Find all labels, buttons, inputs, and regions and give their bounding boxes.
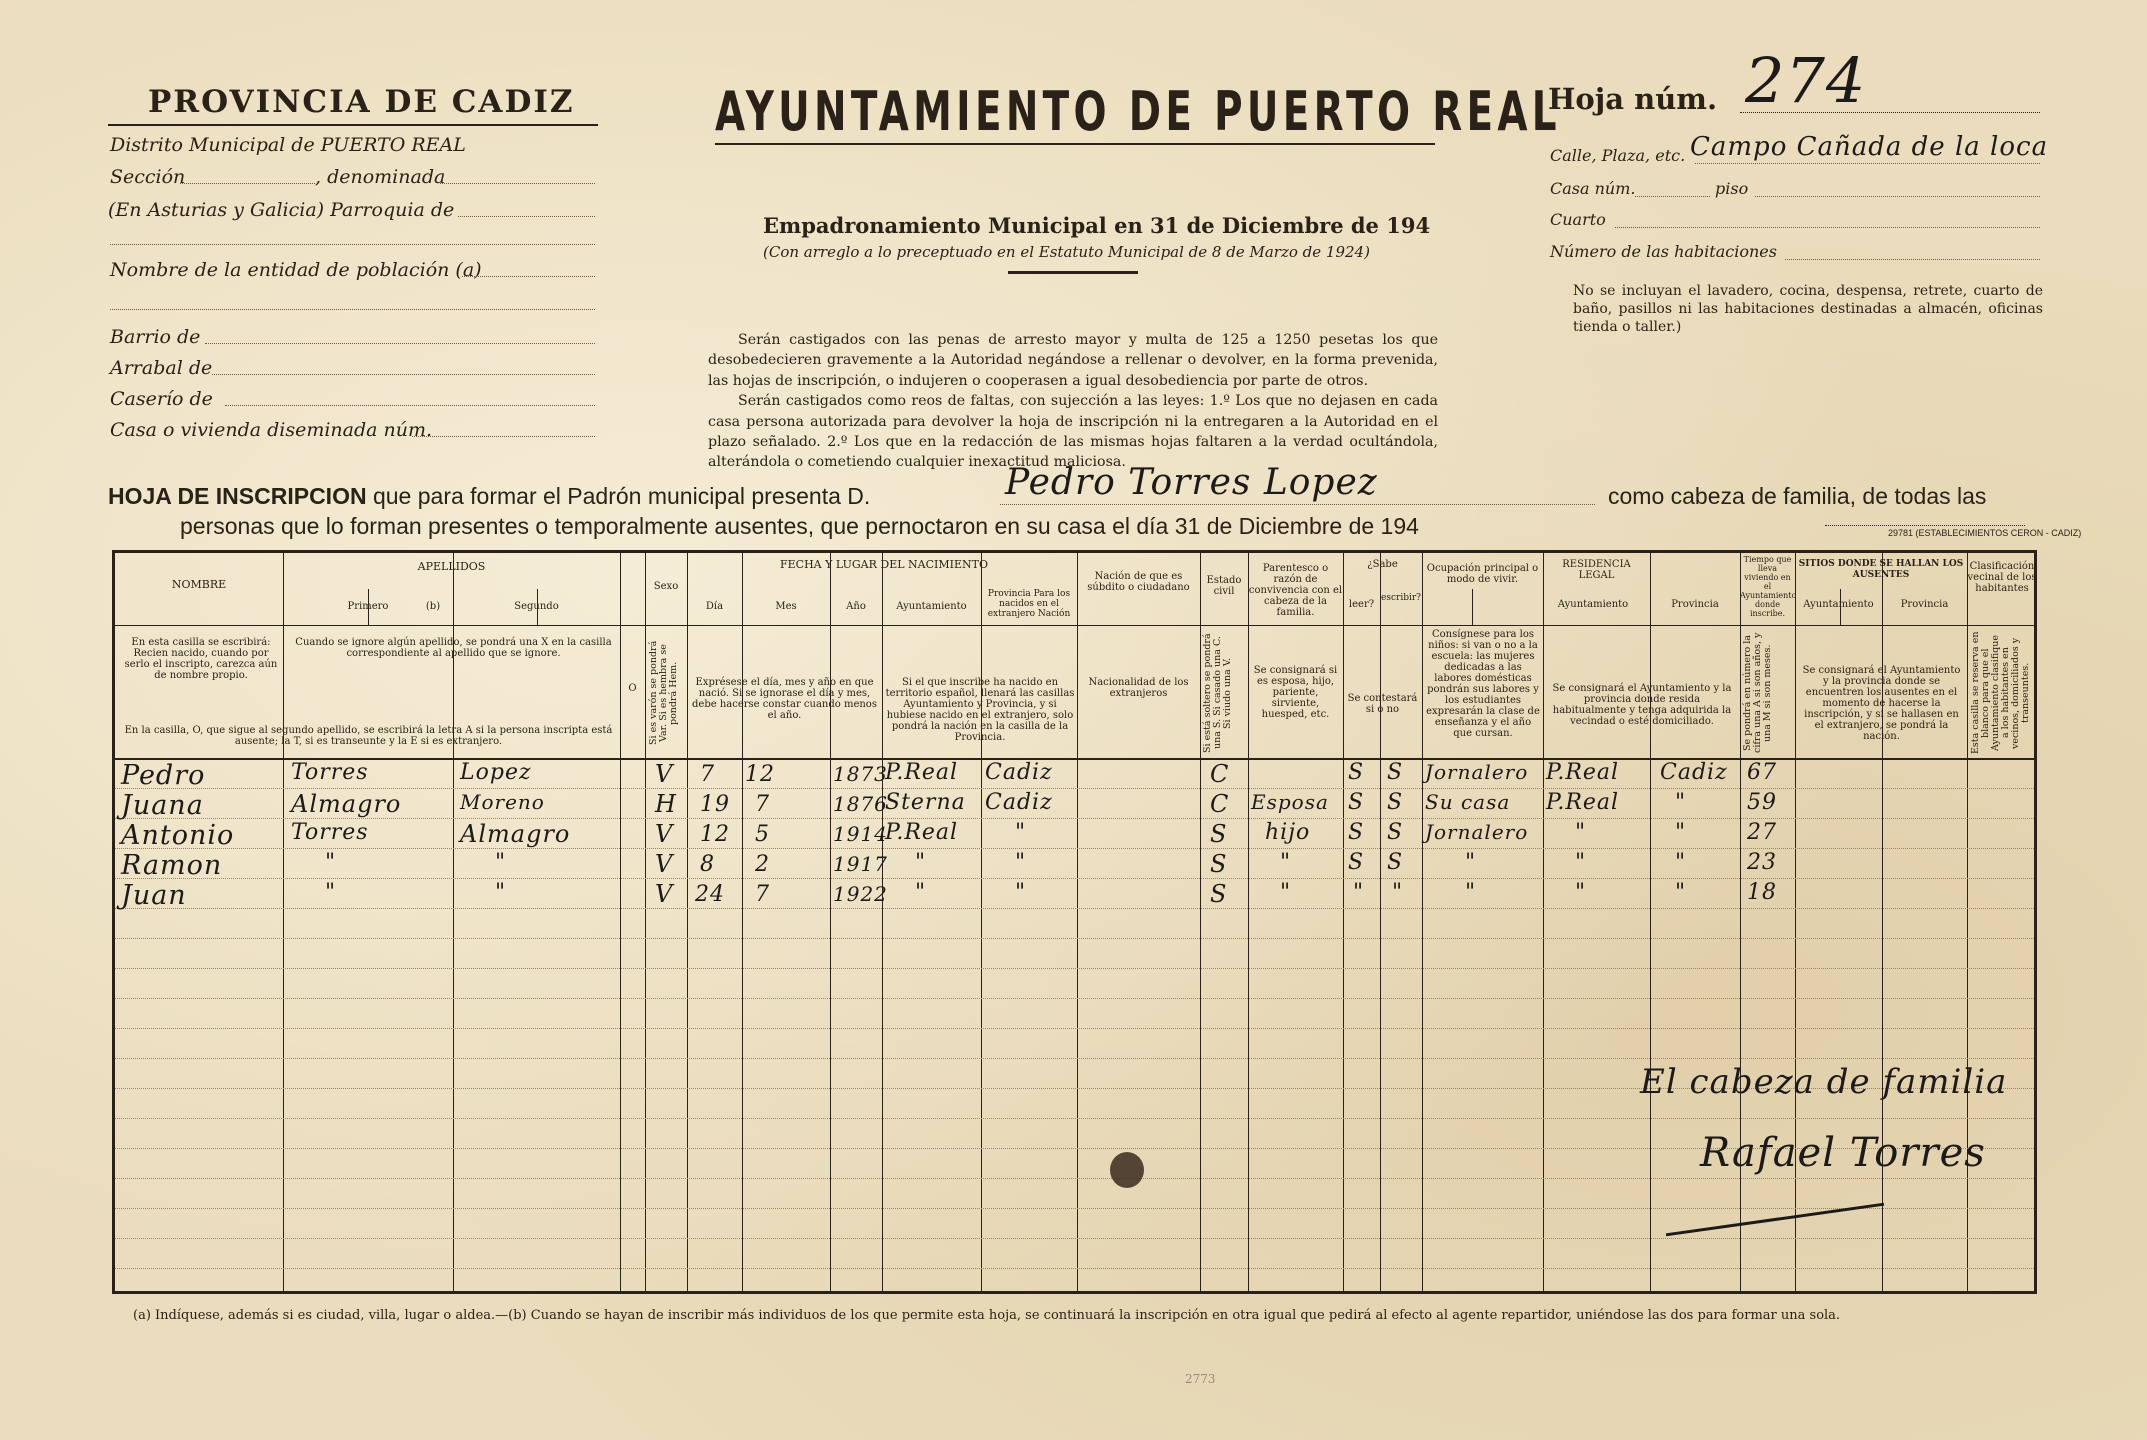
header-divider bbox=[115, 625, 2034, 626]
cell-leer[interactable]: " bbox=[1353, 880, 1365, 905]
col-line bbox=[620, 553, 621, 1291]
cell-mes[interactable]: 12 bbox=[745, 762, 775, 787]
header-ano: Año bbox=[846, 601, 866, 612]
habitaciones-note: No se incluyan el lavadero, cocina, despensa, retrete, cuarto de baño, pasillos ni las habitaciones destinadas a almacén, oficinas tienda o taller.) bbox=[1573, 283, 2043, 335]
row-line bbox=[115, 878, 2034, 879]
instr-ocupacion: Consígnese para los niños: si van o no a la escuela: las mujeres dedicadas a las labores domésticas pondrán sus labores y los estudiantes expresarán la clase de enseñanza y el año que cursan. bbox=[1426, 629, 1540, 739]
cell-segundo[interactable]: Lopez bbox=[460, 760, 532, 785]
cell-res-prov[interactable]: " bbox=[1675, 790, 1687, 815]
parroquia-label: (En Asturias y Galicia) Parroquia de bbox=[108, 199, 455, 221]
cell-ayto[interactable]: P.Real bbox=[885, 760, 959, 785]
cell-ocupacion[interactable]: Jornalero bbox=[1425, 760, 1529, 784]
row-line bbox=[115, 938, 2034, 939]
col-line bbox=[1422, 553, 1423, 1291]
row-line bbox=[115, 1238, 2034, 1239]
col-line bbox=[1200, 553, 1201, 1291]
cell-mes[interactable]: 2 bbox=[755, 852, 770, 877]
row-line bbox=[115, 818, 2034, 819]
cell-primero[interactable]: Torres bbox=[291, 820, 369, 845]
header-leer: leer? bbox=[1348, 599, 1375, 610]
cell-res-prov[interactable]: " bbox=[1675, 850, 1687, 875]
cell-dia[interactable]: 24 bbox=[695, 882, 725, 907]
cell-ocupacion[interactable]: Jornalero bbox=[1425, 820, 1529, 844]
instr-sabe: Se contestará si o no bbox=[1347, 693, 1418, 715]
cell-escribir[interactable]: " bbox=[1392, 880, 1404, 905]
cell-tiempo[interactable]: 27 bbox=[1747, 820, 1777, 845]
cell-tiempo[interactable]: 67 bbox=[1747, 760, 1777, 785]
header-segundo: Segundo bbox=[514, 601, 559, 612]
inscripcion-line-1 bbox=[108, 483, 870, 510]
cell-estado[interactable]: S bbox=[1210, 820, 1228, 848]
penalty-notice bbox=[708, 330, 1438, 473]
year-field[interactable] bbox=[1825, 525, 2025, 526]
cell-parentesco[interactable]: hijo bbox=[1265, 820, 1311, 845]
estatuto-note: (Con arreglo a lo preceptuado en el Estatuto Municipal de 8 de Marzo de 1924) bbox=[763, 243, 1370, 261]
cell-primero[interactable]: Torres bbox=[291, 760, 369, 785]
instr-nombre: En esta casilla se escribirá: Recien nacido, cuando por serlo el inscripto, carezca aún de nombre propio. bbox=[124, 637, 278, 681]
col-line bbox=[1380, 553, 1381, 1291]
ayuntamiento-title: AYUNTAMIENTO DE PUERTO REAL bbox=[715, 80, 1561, 143]
row-line bbox=[115, 968, 2034, 969]
cell-ano[interactable]: 1917 bbox=[833, 852, 888, 876]
header-o: O bbox=[628, 683, 637, 694]
penalty-paragraph-2: Serán castigados como reos de faltas, con sujección a las leyes: 1.º Los que no dejasen en cada casa persona autorizada para devolver la hoja de inscripción ni la entregaren a la Autoridad en el plazo señalado. 2.º Los que en la redacción de las mismas hojas faltaren a la verdad ocultándola, alterándola o cometiendo cualquier inexactitud maliciosa. bbox=[708, 393, 1438, 471]
cell-escribir[interactable]: S bbox=[1387, 790, 1404, 815]
inscripcion-lead: HOJA DE INSCRIPCION bbox=[108, 483, 367, 509]
instr-parentesco: Se consignará si es esposa, hijo, pariente, sirviente, huesped, etc. bbox=[1253, 665, 1338, 720]
caserio-field[interactable] bbox=[225, 405, 595, 406]
row-line bbox=[115, 908, 2034, 909]
cell-mes[interactable]: 7 bbox=[755, 882, 770, 907]
cell-res-prov[interactable]: " bbox=[1675, 820, 1687, 845]
instr-clasif: Esta casilla se reserva en blanco para que el Ayuntamiento clasifique a los habitantes en vecinos, domiciliados y transeuntes. bbox=[1970, 631, 2031, 755]
signature-title: El cabeza de familia bbox=[1640, 1062, 2008, 1102]
header-apellidos: APELLIDOS bbox=[417, 560, 486, 573]
cell-prov[interactable]: Cadiz bbox=[985, 790, 1053, 815]
denominada-field[interactable] bbox=[440, 183, 595, 184]
cell-primero[interactable]: Almagro bbox=[291, 790, 402, 818]
instr-residencia: Se consignará el Ayuntamiento y la provincia donde resida habitualmente y tenga adquirida la vecindad o esté domiciliado. bbox=[1552, 683, 1732, 727]
cell-tiempo[interactable]: 18 bbox=[1747, 880, 1777, 905]
instr-lugar: Si el que inscribe ha nacido en territorio español, llenará las casillas Ayuntamiento y Provincia, y si hubiese nacido en el extranjero, solo pondrá la nación en la casilla de la Provincia. bbox=[885, 677, 1075, 743]
inscripcion-tail: como cabeza de familia, de todas las bbox=[1608, 483, 1987, 509]
cell-ano[interactable]: 1914 bbox=[833, 822, 888, 846]
distrito-label: Distrito Municipal de PUERTO REAL bbox=[110, 134, 466, 156]
cell-escribir[interactable]: S bbox=[1387, 760, 1404, 785]
col-line bbox=[882, 553, 883, 1291]
instr-ausentes: Se consignará el Ayuntamiento y la provincia donde se encuentren los ausentes en el momento de hacerse la inscripción, y si se hallasen en el extranjero, se pondrá la nación. bbox=[1802, 665, 1961, 742]
parroquia-field[interactable] bbox=[458, 216, 595, 217]
inscripcion-line-2: personas que lo forman presentes o temporalmente ausentes, que pernoctaron en su casa el día 31 de Diciembre de 194 bbox=[180, 513, 1419, 539]
arrabal-field[interactable] bbox=[212, 374, 595, 375]
instr-nacion: Nacionalidad de los extranjeros bbox=[1088, 677, 1189, 699]
cell-res-ayto[interactable]: P.Real bbox=[1546, 760, 1620, 785]
instr-tiempo: Se pondrá en número la cifra una A si son años, y una M si son meses. bbox=[1742, 632, 1773, 754]
ink-blot bbox=[1110, 1152, 1144, 1188]
cell-estado[interactable]: C bbox=[1210, 760, 1230, 788]
header-nombre: NOMBRE bbox=[171, 578, 227, 591]
header-provincia-nac: Provincia Para los nacidos en el extranjero Nación bbox=[987, 589, 1071, 619]
col-line bbox=[1795, 553, 1796, 1291]
habitaciones-label: Número de las habitaciones bbox=[1550, 242, 1777, 261]
cell-prov[interactable]: " bbox=[1015, 820, 1027, 845]
header-b: (b) bbox=[425, 601, 441, 612]
inscription-table bbox=[112, 550, 2037, 1294]
header-fecha-lugar: FECHA Y LUGAR DEL NACIMIENTO bbox=[780, 558, 988, 571]
row-line bbox=[115, 1178, 2034, 1179]
cell-nombre[interactable]: Juana bbox=[121, 790, 204, 821]
header-aus-ayto: Ayuntamiento bbox=[1803, 599, 1874, 610]
cell-ayto[interactable]: Sterna bbox=[885, 790, 966, 815]
header-residencia: RESIDENCIA LEGAL bbox=[1562, 559, 1631, 581]
cabeza-field[interactable] bbox=[1000, 504, 1595, 505]
cell-ocupacion[interactable]: Su casa bbox=[1425, 790, 1511, 814]
col-line bbox=[1543, 553, 1544, 1291]
cell-parentesco[interactable]: " bbox=[1280, 880, 1292, 905]
instr-estado: Si está soltero se pondrá una S. Si casado una C. Si viudo una V. bbox=[1202, 633, 1233, 753]
hoja-label: Hoja núm. bbox=[1548, 82, 1718, 116]
cell-ayto[interactable]: " bbox=[915, 880, 927, 905]
cell-dia[interactable]: 19 bbox=[700, 792, 730, 817]
cell-res-prov[interactable]: Cadiz bbox=[1660, 760, 1728, 785]
casa-label: Casa núm. bbox=[1550, 179, 1636, 198]
instr-fecha: Exprésese el día, mes y año en que nació. Si se ignorase el día y mes, debe hacerse constar cuando menos el año. bbox=[692, 677, 877, 721]
penalty-paragraph-1: Serán castigados con las penas de arresto mayor y multa de 125 a 1250 pesetas los que desobedecieren gravemente a la Autoridad negándose a rellenar o devolver, en la forma prevenida, las hojas de inscripción, o indujeren o cooperasen a igual desobediencia por parte de otros. bbox=[708, 332, 1438, 389]
signature-name: Rafael Torres bbox=[1700, 1130, 1986, 1176]
cell-ocupacion[interactable]: " bbox=[1465, 880, 1477, 905]
cell-res-ayto[interactable]: P.Real bbox=[1546, 790, 1620, 815]
header-aus-prov: Provincia bbox=[1900, 599, 1949, 610]
entidad-field[interactable] bbox=[462, 276, 595, 277]
header-mes: Mes bbox=[775, 601, 797, 612]
arrabal-label: Arrabal de bbox=[110, 357, 213, 379]
cell-tiempo[interactable]: 59 bbox=[1747, 790, 1777, 815]
cell-res-ayto[interactable]: " bbox=[1575, 850, 1587, 875]
cell-nombre[interactable]: Juan bbox=[121, 880, 187, 911]
cell-mes[interactable]: 7 bbox=[755, 792, 770, 817]
cell-res-ayto[interactable]: " bbox=[1575, 820, 1587, 845]
col-line bbox=[742, 553, 743, 1291]
cell-leer[interactable]: S bbox=[1348, 790, 1365, 815]
entidad-label: Nombre de la entidad de población (a) bbox=[110, 259, 482, 281]
header-dia: Día bbox=[705, 601, 724, 612]
seccion-field[interactable] bbox=[180, 183, 315, 184]
col-line bbox=[1882, 553, 1883, 1291]
cell-segundo[interactable]: " bbox=[495, 880, 507, 905]
col-line bbox=[1740, 553, 1741, 1291]
col-line bbox=[830, 553, 831, 1291]
header-res-ayto: Ayuntamiento bbox=[1557, 599, 1629, 610]
col-line bbox=[1967, 553, 1968, 1291]
cell-segundo[interactable]: Almagro bbox=[460, 820, 571, 848]
instr-apellidos: Cuando se ignore algún apellido, se pondrá una X en la casilla correspondiente al apellido que se ignore. bbox=[295, 637, 612, 659]
inscripcion-text: que para formar el Padrón municipal presenta D. bbox=[372, 483, 871, 509]
flourish-ornament bbox=[1008, 271, 1138, 274]
empadronamiento-title: Empadronamiento Municipal en 31 de Diciembre de 194 bbox=[763, 213, 1431, 238]
cell-sexo[interactable]: V bbox=[655, 820, 674, 848]
cell-parentesco[interactable]: Esposa bbox=[1251, 790, 1329, 814]
provincia-underline bbox=[108, 124, 598, 126]
cell-sexo[interactable]: V bbox=[655, 760, 674, 788]
col-line bbox=[687, 553, 688, 1291]
printer-stamp: 29781 (ESTABLECIMIENTOS CERON - CADIZ) bbox=[1888, 528, 2082, 538]
cell-nombre[interactable]: Antonio bbox=[121, 820, 235, 851]
cell-sexo[interactable]: V bbox=[655, 850, 674, 878]
cell-estado[interactable]: S bbox=[1210, 850, 1228, 878]
calle-field[interactable] bbox=[1695, 163, 2040, 164]
header-sexo: Sexo bbox=[653, 581, 679, 592]
entidad-field-2[interactable] bbox=[110, 309, 595, 310]
cell-segundo[interactable]: " bbox=[495, 850, 507, 875]
cell-leer[interactable]: S bbox=[1348, 850, 1365, 875]
cell-segundo[interactable]: Moreno bbox=[460, 790, 545, 814]
caserio-label: Caserío de bbox=[110, 388, 213, 410]
instr-casilla-o: En la casilla, O, que sigue al segundo apellido, se escribirá la letra A si la persona inscripta está ausente; la T, si es transeunte y la E si es extranjero. bbox=[124, 725, 613, 747]
calle-value[interactable]: Campo Cañada de la loca bbox=[1690, 132, 2049, 162]
header-primero: Primero bbox=[347, 601, 389, 612]
barrio-field[interactable] bbox=[205, 343, 595, 344]
cell-leer[interactable]: S bbox=[1348, 760, 1365, 785]
col-line bbox=[1248, 553, 1249, 1291]
header-ocupacion: Ocupación principal o modo de vivir. bbox=[1426, 563, 1539, 585]
cell-res-ayto[interactable]: " bbox=[1575, 880, 1587, 905]
header-ayuntamiento: Ayuntamiento bbox=[896, 601, 967, 612]
cell-escribir[interactable]: S bbox=[1387, 850, 1404, 875]
seccion-label: Sección bbox=[110, 166, 186, 188]
row-line bbox=[115, 788, 2034, 789]
casa-diseminada-field[interactable] bbox=[412, 436, 595, 437]
row-line bbox=[115, 1118, 2034, 1119]
header-parentesco: Parentesco o razón de convivencia con el cabeza de la familia. bbox=[1248, 563, 1343, 618]
cell-estado[interactable]: S bbox=[1210, 880, 1228, 908]
cell-res-prov[interactable]: " bbox=[1675, 880, 1687, 905]
header-nacion: Nación de que es súbdito o ciudadano bbox=[1087, 571, 1190, 593]
header-estado: Estado civil bbox=[1206, 575, 1242, 597]
cell-estado[interactable]: C bbox=[1210, 790, 1230, 818]
cell-dia[interactable]: 8 bbox=[700, 852, 715, 877]
cell-sexo[interactable]: V bbox=[655, 880, 674, 908]
header-escribir: escribir? bbox=[1381, 593, 1421, 603]
cell-sexo[interactable]: H bbox=[655, 790, 677, 818]
cabeza-name[interactable]: Pedro Torres Lopez bbox=[1005, 462, 1378, 503]
casa-field[interactable] bbox=[1635, 196, 1710, 197]
row-line bbox=[115, 848, 2034, 849]
cell-ayto[interactable]: P.Real bbox=[885, 820, 959, 845]
habitaciones-field[interactable] bbox=[1785, 259, 2040, 260]
cell-ocupacion[interactable]: " bbox=[1465, 850, 1477, 875]
parroquia-field-2[interactable] bbox=[110, 244, 595, 245]
cell-primero[interactable]: " bbox=[325, 850, 337, 875]
cell-escribir[interactable]: S bbox=[1387, 820, 1404, 845]
cell-parentesco[interactable]: " bbox=[1280, 850, 1292, 875]
calle-label: Calle, Plaza, etc. bbox=[1550, 146, 1686, 165]
row-line bbox=[115, 1268, 2034, 1269]
cell-ano[interactable]: 1922 bbox=[833, 882, 888, 906]
header-sitios: SITIOS DONDE SE HALLAN LOS AUSENTES bbox=[1798, 559, 1964, 580]
cell-mes[interactable]: 5 bbox=[755, 822, 770, 847]
cuarto-field[interactable] bbox=[1615, 227, 2040, 228]
footnote: (a) Indíquese, además si es ciudad, villa, lugar o aldea.—(b) Cuando se hayan de inscribir más individuos de los que permite esta hoja, se continuará la inscripción en otra igual que pedirá al efecto al agente repartidor, uniéndose las dos para formar una sola. bbox=[133, 1308, 1841, 1323]
hoja-number[interactable]: 274 bbox=[1745, 44, 1867, 117]
piso-field[interactable] bbox=[1755, 196, 2040, 197]
cell-nombre[interactable]: Pedro bbox=[121, 760, 206, 791]
cell-tiempo[interactable]: 23 bbox=[1747, 850, 1777, 875]
piso-label: piso bbox=[1715, 179, 1749, 198]
col-line bbox=[645, 553, 646, 1291]
ayuntamiento-underline bbox=[715, 143, 1435, 145]
header-clasif: Clasificación vecinal de los habitantes bbox=[1967, 561, 2037, 594]
casa-diseminada-label: Casa o vivienda diseminada núm. bbox=[110, 419, 433, 441]
cell-ano[interactable]: 1876 bbox=[833, 792, 888, 816]
cell-ano[interactable]: 1873 bbox=[833, 762, 888, 786]
row-line bbox=[115, 1058, 2034, 1059]
cell-prov[interactable]: " bbox=[1015, 880, 1027, 905]
row-line bbox=[115, 1208, 2034, 1209]
header-res-prov: Provincia bbox=[1671, 599, 1719, 610]
cell-prov[interactable]: " bbox=[1015, 850, 1027, 875]
cell-primero[interactable]: " bbox=[325, 880, 337, 905]
row-line bbox=[115, 1028, 2034, 1029]
cell-dia[interactable]: 7 bbox=[700, 762, 715, 787]
col-line bbox=[1077, 553, 1078, 1291]
col-line bbox=[283, 553, 284, 1291]
cell-ayto[interactable]: " bbox=[915, 850, 927, 875]
denominada-label: , denominada bbox=[315, 166, 446, 188]
header-tiempo: Tiempo que lleva viviendo en el Ayuntamiento donde inscribe. bbox=[1740, 555, 1797, 618]
row-line bbox=[115, 998, 2034, 999]
cell-dia[interactable]: 12 bbox=[700, 822, 730, 847]
barrio-label: Barrio de bbox=[110, 326, 201, 348]
col-line bbox=[453, 553, 454, 1291]
cell-nombre[interactable]: Ramon bbox=[121, 850, 223, 881]
cuarto-label: Cuarto bbox=[1550, 210, 1606, 229]
cell-leer[interactable]: S bbox=[1348, 820, 1365, 845]
provincia-title: PROVINCIA DE CADIZ bbox=[148, 84, 575, 120]
col-line bbox=[1650, 553, 1651, 1291]
header-sabe: ¿Sabe bbox=[1367, 559, 1398, 570]
pencil-mark: 2773 bbox=[1185, 1372, 1216, 1386]
cell-prov[interactable]: Cadiz bbox=[985, 760, 1053, 785]
instr-sexo: Si es varón se pondrá Var. Si es hembra se pondrá Hem. bbox=[648, 640, 679, 746]
col-line bbox=[1343, 553, 1344, 1291]
col-line bbox=[981, 553, 982, 1291]
subcol-line bbox=[1472, 589, 1473, 625]
